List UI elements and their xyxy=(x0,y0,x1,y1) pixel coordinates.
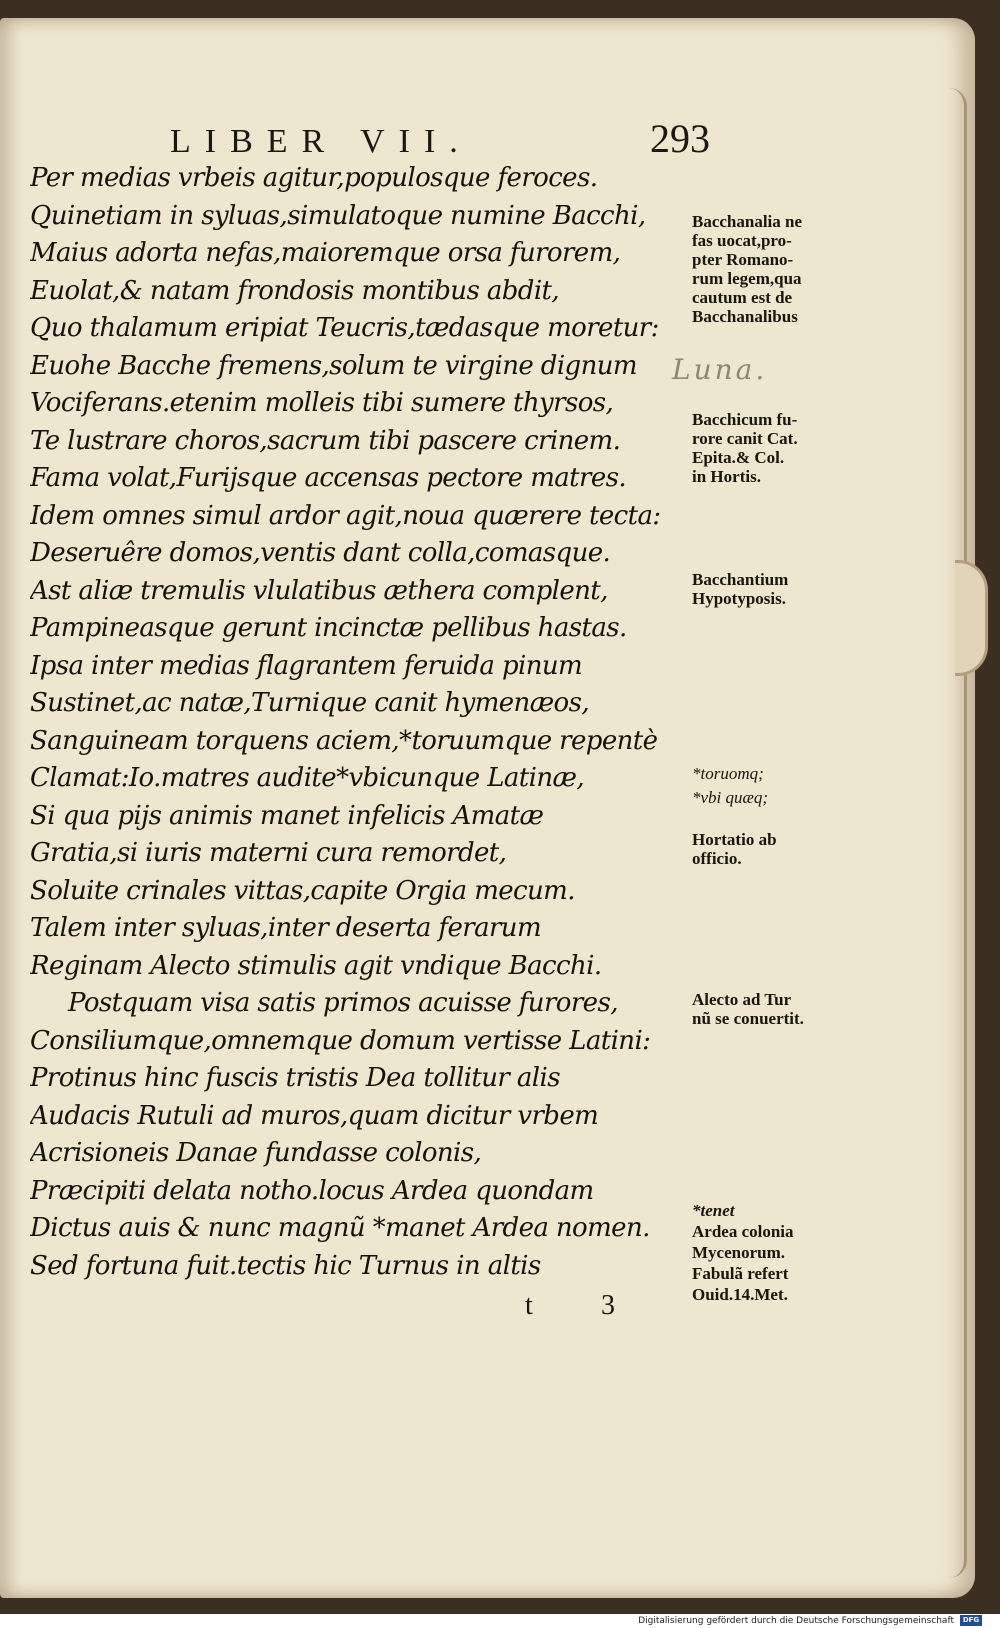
note-line: fas uocat,pro- xyxy=(692,231,792,250)
note-line: *tenet xyxy=(692,1201,735,1220)
verse-line: Præcipiti delata notho.locus Ardea quondam xyxy=(30,1175,594,1206)
note-line: Hypotyposis. xyxy=(692,589,786,608)
note-line: rum legem,qua xyxy=(692,269,802,288)
marginal-note xyxy=(692,990,862,1028)
verse-line: Te lustrare choros,sacrum tibi pascere crinem. xyxy=(30,425,621,456)
footer-bar xyxy=(0,1614,1000,1628)
verse-line: Fama volat,Furijsque accensas pectore matres. xyxy=(30,463,627,493)
verse-line: Sanguineam torquens aciem,*toruumque repentè xyxy=(30,725,658,756)
page-tab-notch xyxy=(955,560,988,676)
note-line: Epita.& Col. xyxy=(692,448,785,467)
signature-letter: t xyxy=(525,1290,533,1321)
verse-line: Pampineasque gerunt incinctæ pellibus hastas. xyxy=(30,613,627,643)
note-line: *vbi quæq; xyxy=(692,788,769,807)
note-line: Bacchicum fu- xyxy=(692,410,798,429)
note-line: Bacchantium xyxy=(692,570,789,589)
signature-mark xyxy=(525,1290,615,1322)
verse-line: Ipsa inter medias flagrantem feruida pinum xyxy=(30,650,583,681)
verse-line: Si qua pijs animis manet infelicis Amatæ xyxy=(30,800,544,831)
verse-text xyxy=(30,160,710,1285)
note-line: cautum est de xyxy=(692,288,793,307)
note-line: Bacchanalibus xyxy=(692,307,798,326)
note-line: Hortatio ab xyxy=(692,830,777,849)
signature-number: 3 xyxy=(601,1290,615,1321)
verse-line: Reginam Alecto stimulis agit vndique Bacchi. xyxy=(30,950,602,981)
note-line: in Hortis. xyxy=(692,467,761,486)
marginal-note xyxy=(692,1200,862,1305)
verse-line: Consiliumque,omnemque domum vertisse Latini: xyxy=(30,1025,651,1056)
verse-line: Talem inter syluas,inter deserta ferarum xyxy=(30,913,541,943)
note-line: Bacchanalia ne xyxy=(692,212,803,231)
note-line: Ardea colonia xyxy=(692,1222,794,1241)
running-head xyxy=(170,115,710,162)
verse-line: Maius adorta nefas,maioremque orsa furorem, xyxy=(30,238,621,268)
page-number: 293 xyxy=(650,116,710,161)
verse-line: Audacis Rutuli ad muros,quam dicitur vrbem xyxy=(30,1100,599,1131)
note-line: Ouid.14.Met. xyxy=(692,1285,788,1304)
verse-line: Ast aliæ tremulis vlulatibus æthera complent, xyxy=(30,575,608,606)
verse-line: Deseruêre domos,ventis dant colla,comasque. xyxy=(30,538,611,568)
verse-line: Gratia,si iuris materni cura remordet, xyxy=(30,838,507,868)
funding-credit: Digitalisierung gefördert durch die Deutsche Forschungsgemeinschaft xyxy=(638,1616,954,1626)
dfg-logo: DFG xyxy=(960,1615,982,1626)
marginal-note xyxy=(692,570,862,608)
page-edge xyxy=(942,88,967,1578)
note-line: Alecto ad Tur xyxy=(692,990,792,1009)
verse-line: Dictus auis & nunc magnũ *manet Ardea nomen. xyxy=(30,1213,650,1243)
note-line: Fabulã refert xyxy=(692,1264,789,1283)
verse-line: Per medias vrbeis agitur,populosque feroces. xyxy=(30,163,598,193)
verse-line: Vociferans.etenim molleis tibi sumere thyrsos, xyxy=(30,388,614,418)
verse-line: Idem omnes simul ardor agit,noua quærere tecta: xyxy=(30,500,661,531)
verse-line: Protinus hinc fuscis tristis Dea tollitur alis xyxy=(30,1063,560,1093)
note-line: officio. xyxy=(692,849,742,868)
note-line: *toruomq; xyxy=(692,764,764,783)
marginal-note xyxy=(692,830,862,868)
verse-line: Clamat:Io.matres audite*vbicunque Latinæ, xyxy=(30,763,584,793)
verse-line: Postquam visa satis primos acuisse furores, xyxy=(68,988,618,1018)
verse-line: Soluite crinales vittas,capite Orgia mecum. xyxy=(30,875,575,906)
note-line: pter Romano- xyxy=(692,250,794,269)
verse-line: Euolat,& natam frondosis montibus abdit, xyxy=(30,275,560,306)
note-line: nũ se conuertit. xyxy=(692,1009,804,1028)
running-title: LIBER VII. xyxy=(170,123,472,160)
marginal-note xyxy=(692,410,862,486)
verse-line: Euohe Bacche fremens,solum te virgine dignum xyxy=(30,350,637,381)
verse-line: Acrisioneis Danae fundasse colonis, xyxy=(30,1138,482,1168)
note-line: Mycenorum. xyxy=(692,1243,786,1262)
note-line: rore canit Cat. xyxy=(692,429,798,448)
verse-line: Quo thalamum eripiat Teucris,tædasque moretur: xyxy=(30,313,659,343)
verse-line: Quinetiam in syluas,simulatoque numine Bacchi, xyxy=(30,200,646,231)
handwritten-annotation: Luna. xyxy=(672,353,768,386)
verse-line: Sustinet,ac natæ,Turnique canit hymenæos, xyxy=(30,688,590,718)
verse-line: Sed fortuna fuit.tectis hic Turnus in altis xyxy=(30,1250,541,1281)
marginal-note xyxy=(692,762,862,810)
marginal-note xyxy=(692,212,862,326)
